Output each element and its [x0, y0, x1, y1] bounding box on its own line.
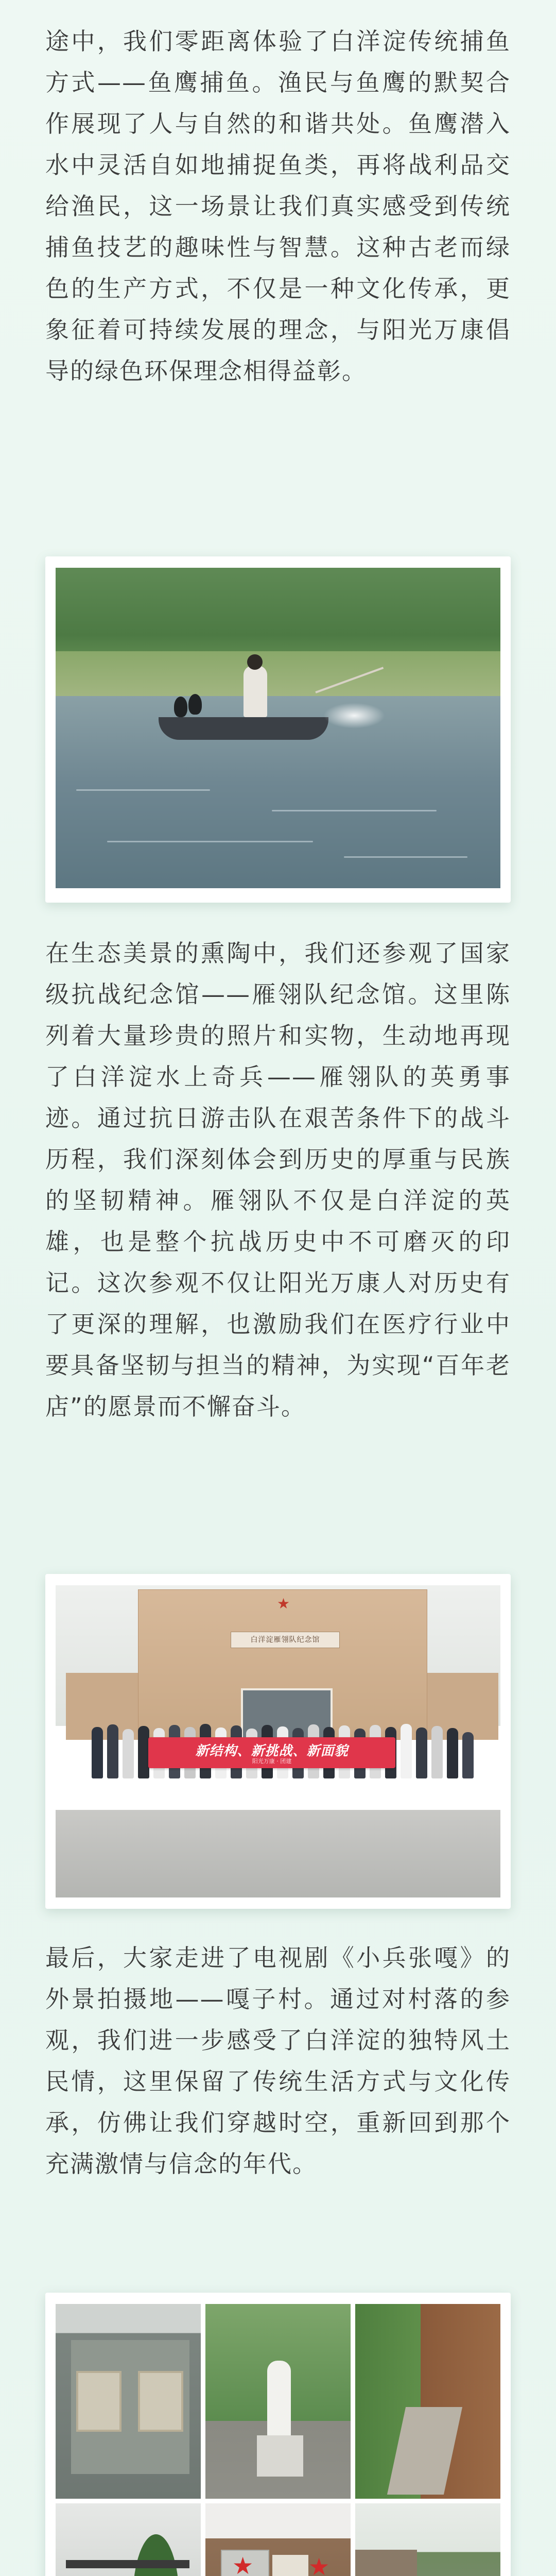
memorial-paragraph: 在生态美景的熏陶中，我们还参观了国家级抗战纪念馆——雁翎队纪念馆。这里陈列着大量珍贵的照片和实物，生动地再现了白洋淀水上奇兵——雁翎队的英勇事迹。通过抗日游击队在艰苦条件下的战斗历程，我们深刻体会到历史的厚重与民族的坚韧精神。雁翎队不仅是白洋淀的英雄，也是整个抗战历史中不可磨灭的印记。这次参观不仅让阳光万康人对历史有了更深的理解，也激励我们在医疗行业中要具备坚韧与担当的精神，为实现“百年老店”的愿景而不懈奋斗。 [45, 939, 511, 1420]
village-photo-grid-card [45, 2293, 511, 2576]
village-photo-gate [56, 2503, 201, 2576]
village-photo-flags-wall [205, 2503, 351, 2576]
intro-paragraph: 途中，我们零距离体验了白洋淀传统捕鱼方式——鱼鹰捕鱼。渔民与鱼鹰的默契合作展现了人与自然的和谐共处。鱼鹰潜入水中灵活自如地捕捉鱼类，再将战利品交给渔民，这一场景让我们真实感受到传统捕鱼技艺的趣味性与智慧。这种古老而绿色的生产方式，不仅是一种文化传承，更象征着可持续发展的理念，与阳光万康倡导的绿色环保理念相得益彰。 [45, 27, 511, 385]
memorial-group-photo-card [45, 1574, 511, 1909]
fisherman [244, 666, 267, 717]
village-paragraph: 最后，大家走进了电视剧《小兵张嘎》的外景拍摄地——嘎子村。通过对村落的参观，我们进一步感受了白洋淀的独特风土民情，这里保留了传统生活方式与文化传承，仿佛让我们穿越时空，重新回到那个充满激情与信念的年代。 [45, 1944, 511, 2178]
banner-sub-text: 阳光万康 · 团建 [252, 1758, 292, 1765]
cormorant [188, 694, 202, 715]
village-photo-relief-wall [56, 2304, 201, 2499]
village-photo-alley [355, 2304, 500, 2499]
cormorant [174, 697, 187, 717]
village-photo-statue [205, 2304, 351, 2499]
fishing-boat [159, 717, 328, 740]
red-star-icon: ★ [308, 2553, 330, 2576]
team-banner [148, 1737, 395, 1768]
village-photo-street [355, 2503, 500, 2576]
red-star-icon: ★ [277, 1595, 290, 1612]
memorial-group-photo [56, 1585, 500, 1897]
cormorant-fishing-photo [56, 568, 500, 888]
star-icon: ★ [232, 2552, 254, 2576]
banner-main-text: 新结构、新挑战、新面貌 [195, 1743, 349, 1759]
memorial-sign: 白洋淀雁翎队纪念馆 [231, 1632, 340, 1648]
cormorant-fishing-photo-card [45, 556, 511, 903]
